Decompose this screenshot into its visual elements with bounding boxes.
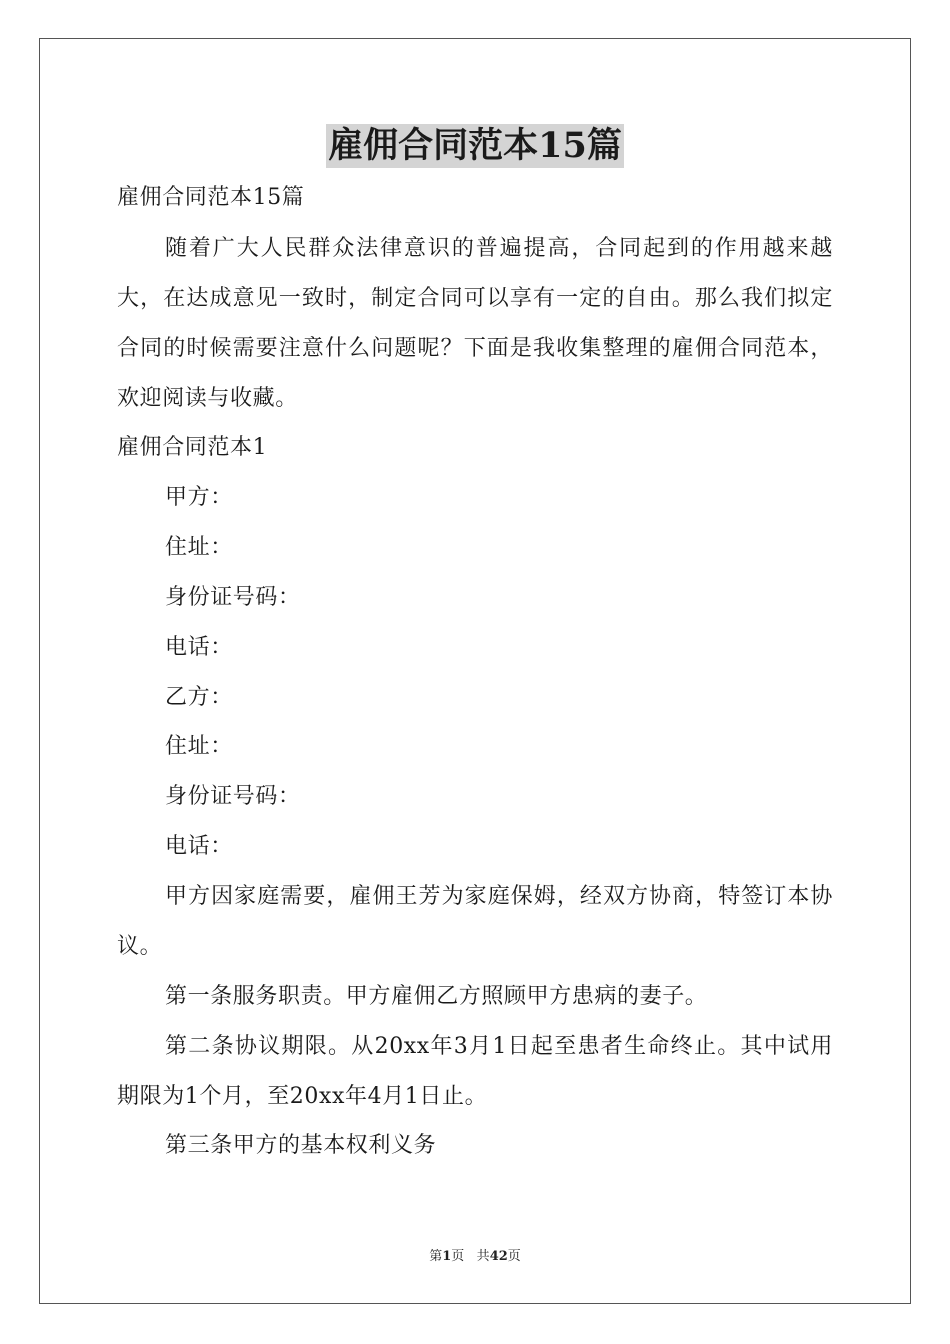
field-party-a-address: 住址： xyxy=(165,535,233,560)
intro-paragraph: 随着广大人民群众法律意识的普遍提高，合同起到的作用越来越大，在达成意见一致时，制定合同可以享有一定的自由。那么我们拟定合同的时候需要注意什么问题呢？下面是我收集整理的雇佣合同范本，欢迎阅读与收藏。 xyxy=(117,236,833,411)
page-footer xyxy=(0,1248,950,1266)
field-party-b: 乙方： xyxy=(165,685,233,710)
footer-total-prefix: 共 xyxy=(476,1249,490,1264)
footer-total-pages: 42 xyxy=(489,1249,508,1264)
field-party-a-id: 身份证号码： xyxy=(165,585,301,610)
article-3: 第三条甲方的基本权利义务 xyxy=(165,1133,437,1158)
document-title xyxy=(0,124,950,174)
article-2: 第二条协议期限。从20xx年3月1日起至患者生命终止。其中试用期限为1个月，至20xx年4月1日止。 xyxy=(117,1034,833,1109)
article-1: 第一条服务职责。甲方雇佣乙方照顾甲方患病的妻子。 xyxy=(165,984,708,1009)
footer-total-word: 页 xyxy=(507,1249,521,1264)
field-party-b-id: 身份证号码： xyxy=(165,784,301,809)
agreement-paragraph: 甲方因家庭需要，雇佣王芳为家庭保姆，经双方协商，特签订本协议。 xyxy=(117,884,833,959)
field-party-a-phone: 电话： xyxy=(165,635,233,660)
footer-page-word: 页 xyxy=(451,1249,465,1264)
field-party-b-phone: 电话： xyxy=(165,834,233,859)
field-party-a: 甲方： xyxy=(165,485,233,510)
field-party-b-address: 住址： xyxy=(165,734,233,759)
footer-prefix: 第 xyxy=(429,1249,443,1264)
document-subtitle: 雇佣合同范本15篇 xyxy=(117,185,305,210)
section-heading: 雇佣合同范本1 xyxy=(117,435,268,460)
footer-current-page: 1 xyxy=(442,1249,452,1264)
document-title-text: 雇佣合同范本15篇 xyxy=(328,125,622,166)
